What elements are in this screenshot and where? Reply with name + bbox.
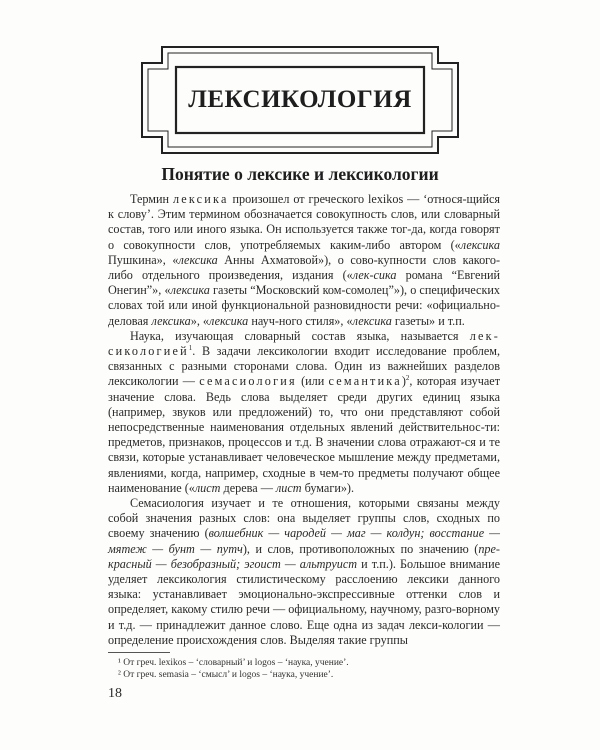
footnote-1: ¹ От греч. lexikos – ‘словарный’ и logos – ‘наука, учение’. [118,658,349,668]
footnote-2: ² От греч. semasia – ‘смысл’ и logos – ‘наука, учение’. [118,670,334,680]
term-italic: лексика [209,313,249,328]
term-italic: лексика [460,237,500,252]
examples-italic: волшебник — чародей — маг — колдун; восстание — мятеж — бунт — путч [108,526,501,556]
term-italic: лек-сика [352,268,397,283]
text-run: газеты» и т.п. [394,313,465,328]
page-number: 18 [108,686,122,701]
text-run: Наука, изучающая словарный состав языка, называется [130,328,459,343]
text-run: Термин [130,192,170,206]
footnote-divider [108,652,170,653]
term-italic: лексика [178,252,218,267]
text-run: Пушкина», « [108,252,179,267]
text-run: ) [401,374,406,389]
text-run: , которая изучает значение слова. Ведь слова выделяет среди других единиц языка (например, звуков или предложений) то, что они представляют собой непосредственные наименования отдельных явлений действительнос-ти: предметов, признаков, процессов и т.д. В значении слова отражают-ся и те связи, которые устанавливает человеческое мышление между предметами, явлениями, когда, например, сходные в чем-то предметы получают общее наименование (« [108,374,501,495]
term-spaced: семантика [328,374,402,389]
text-run: науч-ного стиля», « [251,313,353,328]
term-italic: лист [275,480,302,495]
text-run: и т.п.). Большое внимание уделяет лексикология стилистическому расслоению лексики данного языка: устанавливает эмоционально-экспрессивные оттенки слов и определяет, какому стилю речи — официальному, научному, разго-ворному и т.д. — принадлежит данное слово. Еще одна из задач лекси-кологии — определение происхождения слов. Выделяя такие группы [108,556,501,647]
footnote-ref: 2 [405,374,410,383]
term-italic: лексика [151,313,191,328]
text-run: (или [301,374,325,389]
text-run: произошел от греческого lexikos — ‘относя-щийся к слову’. Этим термином обозначается совокупность слов, или словарный состав, того или иного языка. Он используется также тог-да, когда говорят о совокупности слов, употребляемых каким-либо автором (« [108,192,500,252]
body-text [108,192,500,648]
chapter-title-frame [140,45,460,155]
text-run: дерева — [223,480,276,495]
text-run: Семасиология изучает и те отношения, которыми связаны между собой значения разных слов: она выделяет группы слов, сходных по своему значению ( [108,496,500,541]
text-run: газеты “Московский ком-сомолец”»), о специфических словах той или иной функциональной разновидности речи: «официально-деловая [108,283,501,328]
text-run: », « [190,313,209,328]
text-run: ), и слов, противоположных по значению ( [242,541,479,556]
examples-italic: пре-красный — безобразный; эгоист — альтруист [108,541,500,571]
text-run: . В задачи лексикологии входит исследование проблем, связанных с разными сторонами слова. Один из важнейших разделов лексикологии — [108,344,500,389]
term-italic: лексика [352,313,392,328]
paragraph-3 [108,496,500,648]
text-run: бумаги»). [304,480,355,495]
term-spaced: семасиология [199,374,297,389]
term-italic: лист [194,480,221,495]
footnote-ref: 1 [188,343,193,352]
footnotes [118,657,349,681]
term-spaced: лексика [172,192,229,206]
section-title: Понятие о лексике и лексикологии [161,164,439,184]
text-run: Анны Ахматовой»), о сово-купности слов какого-либо отдельного произведения, издания (« [108,252,501,283]
term-italic: лексика [170,283,210,298]
chapter-title: ЛЕКСИКОЛОГИЯ [188,86,412,113]
term-spaced: лек-сикологией [108,328,500,359]
text-run: романа “Евгений Онегин”», « [108,268,501,298]
paragraph-1 [108,192,500,329]
paragraph-2 [108,329,500,496]
